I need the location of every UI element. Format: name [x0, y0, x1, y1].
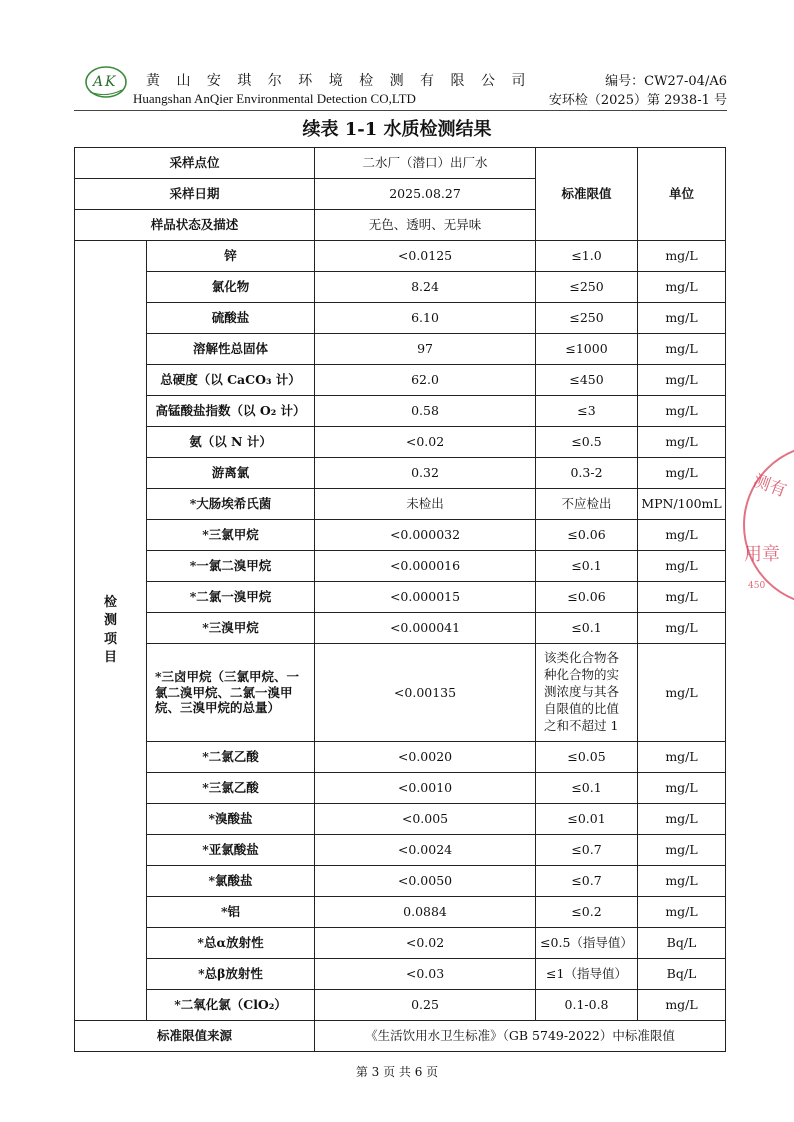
item-name: *二氯乙酸 — [147, 742, 315, 773]
item-name: *一氯二溴甲烷 — [147, 551, 315, 582]
item-unit: mg/L — [638, 644, 726, 742]
item-unit: mg/L — [638, 303, 726, 334]
item-limit: ≤250 — [536, 272, 638, 303]
item-limit: ≤1（指导值） — [536, 959, 638, 990]
table-row — [75, 959, 726, 990]
item-unit: mg/L — [638, 990, 726, 1021]
item-limit: ≤0.06 — [536, 520, 638, 551]
table-row — [75, 613, 726, 644]
item-result: <0.000041 — [315, 613, 536, 644]
item-unit: MPN/100mL — [638, 489, 726, 520]
item-result: 0.0884 — [315, 897, 536, 928]
item-name: 锌 — [147, 241, 315, 272]
item-limit: ≤0.1 — [536, 773, 638, 804]
item-limit: ≤0.06 — [536, 582, 638, 613]
table-row — [75, 241, 726, 272]
item-unit: mg/L — [638, 613, 726, 644]
table-row — [75, 582, 726, 613]
item-limit: ≤250 — [536, 303, 638, 334]
item-name: *三氯甲烷 — [147, 520, 315, 551]
item-unit: mg/L — [638, 365, 726, 396]
item-name: 氯化物 — [147, 272, 315, 303]
table-row — [75, 458, 726, 489]
limit-header: 标准限值 — [536, 148, 638, 241]
item-unit: mg/L — [638, 396, 726, 427]
item-limit: ≤1.0 — [536, 241, 638, 272]
table-row — [75, 990, 726, 1021]
item-result: <0.03 — [315, 959, 536, 990]
item-limit: ≤0.7 — [536, 866, 638, 897]
item-name: *总β放射性 — [147, 959, 315, 990]
doc-number: 编号：CW27-04/A6 — [605, 74, 727, 89]
svg-text:测有: 测有 — [750, 470, 790, 502]
item-result: <0.00135 — [315, 644, 536, 742]
item-unit: mg/L — [638, 804, 726, 835]
company-name-cn: 黄 山 安 琪 尔 环 境 检 测 有 限 公 司 — [146, 73, 532, 89]
group-label: 检 测 项 目 — [75, 241, 147, 1021]
source-label: 标准限值来源 — [75, 1021, 315, 1052]
sampling-date-value: 2025.08.27 — [315, 179, 536, 210]
item-name: *三溴甲烷 — [147, 613, 315, 644]
item-result: 0.25 — [315, 990, 536, 1021]
item-limit: 该类化合物各种化合物的实测浓度与其各自限值的比值之和不超过 1 — [536, 644, 638, 742]
sample-state-label: 样品状态及描述 — [75, 210, 315, 241]
table-row — [75, 427, 726, 458]
table-row — [75, 742, 726, 773]
item-unit: Bq/L — [638, 928, 726, 959]
item-name: 氨（以 N 计） — [147, 427, 315, 458]
source-value: 《生活饮用水卫生标准》（GB 5749-2022）中标准限值 — [315, 1021, 726, 1052]
seal-stamp — [734, 440, 794, 610]
item-result: <0.0010 — [315, 773, 536, 804]
page-number: 第 3 页 共 6 页 — [355, 1065, 439, 1079]
company-logo-icon — [84, 64, 128, 100]
item-unit: mg/L — [638, 835, 726, 866]
table-row — [75, 804, 726, 835]
item-name: *铝 — [147, 897, 315, 928]
table-row — [75, 897, 726, 928]
table-row — [75, 866, 726, 897]
sampling-date-label: 采样日期 — [75, 179, 315, 210]
item-name: *亚氯酸盐 — [147, 835, 315, 866]
item-unit: mg/L — [638, 773, 726, 804]
item-limit: ≤0.1 — [536, 551, 638, 582]
svg-text:A: A — [93, 74, 104, 90]
item-result: <0.000015 — [315, 582, 536, 613]
item-result: <0.000032 — [315, 520, 536, 551]
item-name: 总硬度（以 CaCO₃ 计） — [147, 365, 315, 396]
item-limit: 不应检出 — [536, 489, 638, 520]
item-limit: ≤0.5 — [536, 427, 638, 458]
table-row — [75, 489, 726, 520]
item-result: 8.24 — [315, 272, 536, 303]
table-row — [75, 928, 726, 959]
table-row — [75, 272, 726, 303]
item-unit: mg/L — [638, 427, 726, 458]
item-name: *二氧化氯（ClO₂） — [147, 990, 315, 1021]
item-name: *溴酸盐 — [147, 804, 315, 835]
table-row — [75, 644, 726, 742]
svg-text:用章: 用章 — [744, 544, 780, 565]
item-unit: Bq/L — [638, 959, 726, 990]
item-unit: mg/L — [638, 241, 726, 272]
svg-text:450: 450 — [748, 581, 766, 591]
item-limit: ≤0.1 — [536, 613, 638, 644]
item-unit: mg/L — [638, 897, 726, 928]
table-row — [75, 773, 726, 804]
unit-header: 单位 — [638, 148, 726, 241]
item-limit: ≤0.05 — [536, 742, 638, 773]
item-limit: ≤0.01 — [536, 804, 638, 835]
item-unit: mg/L — [638, 551, 726, 582]
item-result: <0.02 — [315, 928, 536, 959]
item-name: *二氯一溴甲烷 — [147, 582, 315, 613]
item-name: *总α放射性 — [147, 928, 315, 959]
item-unit: mg/L — [638, 866, 726, 897]
sampling-point-label: 采样点位 — [75, 148, 315, 179]
item-unit: mg/L — [638, 458, 726, 489]
page-title: 续表 1-1 水质检测结果 — [302, 119, 492, 140]
item-name: *三氯乙酸 — [147, 773, 315, 804]
item-unit: mg/L — [638, 520, 726, 551]
item-result: 0.58 — [315, 396, 536, 427]
item-result: <0.02 — [315, 427, 536, 458]
item-unit: mg/L — [638, 582, 726, 613]
item-unit: mg/L — [638, 272, 726, 303]
item-name: *氯酸盐 — [147, 866, 315, 897]
item-name: 硫酸盐 — [147, 303, 315, 334]
table-row — [75, 551, 726, 582]
report-number: 安环检（2025）第 2938-1 号 — [548, 93, 727, 108]
table-row — [75, 835, 726, 866]
item-limit: ≤0.2 — [536, 897, 638, 928]
company-name-en: Huangshan AnQier Environmental Detection CO,LTD — [133, 91, 416, 106]
item-result: <0.005 — [315, 804, 536, 835]
item-limit: 0.1-0.8 — [536, 990, 638, 1021]
table-row — [75, 365, 726, 396]
item-limit: 0.3-2 — [536, 458, 638, 489]
item-limit: ≤450 — [536, 365, 638, 396]
item-result: <0.000016 — [315, 551, 536, 582]
table-row — [75, 520, 726, 551]
item-result: 62.0 — [315, 365, 536, 396]
item-limit: ≤1000 — [536, 334, 638, 365]
item-name: *三卤甲烷（三氯甲烷、一氯二溴甲烷、二氯一溴甲烷、三溴甲烷的总量） — [147, 644, 315, 742]
item-limit: ≤0.7 — [536, 835, 638, 866]
table-row — [75, 303, 726, 334]
item-result: 未检出 — [315, 489, 536, 520]
item-result: 0.32 — [315, 458, 536, 489]
item-result: <0.0020 — [315, 742, 536, 773]
item-result: <0.0024 — [315, 835, 536, 866]
item-limit: ≤3 — [536, 396, 638, 427]
item-limit: ≤0.5（指导值） — [536, 928, 638, 959]
header-divider — [74, 110, 727, 111]
item-result: 6.10 — [315, 303, 536, 334]
item-name: 高锰酸盐指数（以 O₂ 计） — [147, 396, 315, 427]
sampling-point-value: 二水厂（潜口）出厂水 — [315, 148, 536, 179]
item-name: *大肠埃希氏菌 — [147, 489, 315, 520]
item-name: 游离氯 — [147, 458, 315, 489]
item-name: 溶解性总固体 — [147, 334, 315, 365]
sample-state-value: 无色、透明、无异味 — [315, 210, 536, 241]
item-unit: mg/L — [638, 334, 726, 365]
results-table — [74, 147, 726, 1052]
source-row — [75, 1021, 726, 1052]
item-result: 97 — [315, 334, 536, 365]
table-row — [75, 396, 726, 427]
svg-text:K: K — [105, 74, 116, 90]
item-result: <0.0125 — [315, 241, 536, 272]
item-result: <0.0050 — [315, 866, 536, 897]
item-unit: mg/L — [638, 742, 726, 773]
table-row — [75, 334, 726, 365]
